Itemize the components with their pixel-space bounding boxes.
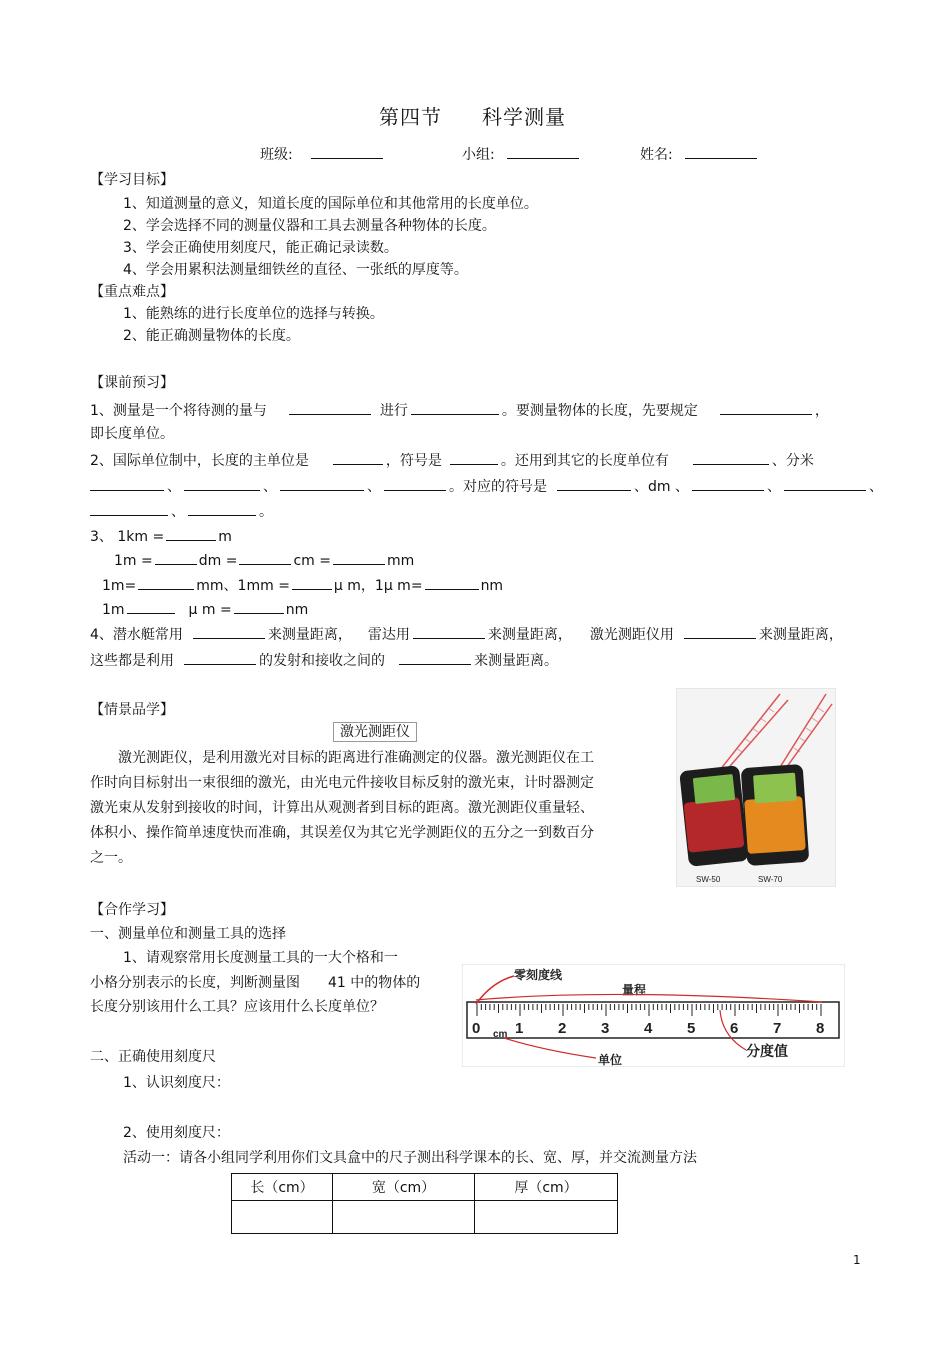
q4-f: 来测量距离，	[758, 627, 843, 643]
preview-q3-line3	[102, 577, 503, 595]
q4-e: 激光测距仪用	[589, 627, 674, 643]
q3-blank-m-um[interactable]	[127, 601, 175, 614]
ruler-number: 4	[644, 1020, 653, 1037]
q2-blank-12[interactable]	[188, 503, 256, 516]
keypoints-heading: 【重点难点】	[90, 284, 174, 300]
preview-q3-line1	[90, 528, 232, 546]
coop-sec1-p2-b: 41 中的物体的	[328, 975, 421, 991]
coop-sec1-p1: 1、请观察常用长度测量工具的一大个格和一	[123, 950, 398, 966]
q2-text-e: 。对应的符号是	[449, 479, 547, 495]
q3-l3-a: 1m=	[102, 578, 137, 594]
q1-text-b: 进行	[379, 403, 408, 419]
q1-blank-2[interactable]	[411, 402, 499, 415]
q4-blank-2[interactable]	[413, 626, 485, 639]
scenario-paragraph-text: 激光测距仪，是利用激光对目标的距离进行准确测定的仪器。激光测距仪在工作时向目标射出一束很细的激光，由光电元件接收目标反射的激光束，计时器测定激光束从发射到接收的时间，计算出从观测者到目标的距离。激光测距仪重量轻、体积小、操作简单速度快而准确，其误差仅为其它光学测距仪的五分之一到数百分之一。	[90, 750, 594, 866]
q3-blank-mm-um[interactable]	[292, 577, 332, 590]
q3-l3-c: μ m，1μ m=	[333, 578, 423, 594]
q2-sep: 、	[167, 479, 181, 495]
q2-blank-4[interactable]	[90, 478, 164, 491]
coop-sec2-item1: 1、认识刻度尺：	[123, 1075, 230, 1091]
q3-label: 3、 1km =	[90, 529, 165, 545]
q3-l2-b: dm =	[198, 553, 238, 569]
ruler-zero-label: 零刻度线	[514, 968, 563, 982]
q2-sep: 、	[171, 504, 185, 520]
q3-blank-km[interactable]	[166, 528, 216, 541]
coop-sec1-p2-a: 小格分别表示的长度，判断测量图	[90, 975, 300, 991]
table-header-thickness: 厚（cm）	[475, 1174, 618, 1201]
q3-l3-d: nm	[480, 578, 504, 594]
table-header-width: 宽（cm）	[333, 1174, 475, 1201]
q2-blank-9[interactable]	[692, 478, 764, 491]
q2-sep: 、	[263, 479, 277, 495]
q2-blank-1[interactable]	[333, 452, 383, 465]
q2-blank-2[interactable]	[450, 452, 498, 465]
q2-text-a: 2、国际单位制中，长度的主单位是	[90, 453, 309, 469]
q4-i: 来测量距离。	[474, 653, 558, 669]
keypoint-item: 2、能正确测量物体的长度。	[123, 328, 300, 344]
preview-q2-line3	[90, 503, 273, 521]
ruler-unit-label: 单位	[598, 1053, 623, 1067]
q2-text-d: 、分米	[771, 453, 814, 469]
group-label: 小组:	[462, 147, 495, 163]
class-blank[interactable]	[311, 146, 383, 159]
q2-blank-3[interactable]	[693, 452, 769, 465]
q3-l2-d: mm	[386, 553, 415, 569]
page-title	[379, 105, 566, 129]
q3-l2-c: cm =	[293, 553, 331, 569]
table-cell-thickness[interactable]	[475, 1201, 618, 1234]
q4-b: 来测量距离，	[267, 627, 352, 643]
preview-q4-line1	[90, 626, 843, 644]
table-row	[232, 1201, 618, 1234]
preview-q2-line2	[90, 478, 883, 496]
title-part1: 第四节	[379, 105, 442, 129]
table-header-length: 长（cm）	[232, 1174, 333, 1201]
ruler-division-label: 分度值	[746, 1044, 788, 1060]
q3-l4-a: 1m	[102, 602, 125, 618]
goal-item: 1、知道测量的意义，知道长度的国际单位和其他常用的长度单位。	[123, 196, 538, 212]
name-label: 姓名:	[640, 147, 673, 163]
coop-sec1-p3: 长度分别该用什么工具？应该用什么长度单位？	[90, 999, 384, 1015]
coop-heading: 【合作学习】	[90, 902, 174, 918]
q1-text-a: 1、测量是一个将待测的量与	[90, 403, 267, 419]
q4-a: 4、潜水艇常用	[90, 627, 183, 643]
scenario-heading: 【情景品学】	[90, 702, 174, 718]
preview-q2-line1	[90, 452, 814, 470]
coop-activity: 活动一：请各小组同学利用你们文具盒中的尺子测出科学课本的长、宽、厚，并交流测量方法	[123, 1150, 697, 1166]
q3-blank-um-nm2[interactable]	[234, 601, 284, 614]
ruler-number: 3	[601, 1020, 610, 1037]
q4-d: 来测量距离，	[487, 627, 572, 643]
q3-blank-m-mm[interactable]	[138, 577, 194, 590]
q2-sep: 、	[766, 479, 781, 495]
name-blank[interactable]	[685, 146, 757, 159]
q3-l4-c: nm	[285, 602, 309, 618]
group-field	[462, 146, 582, 164]
q2-end: 。	[259, 504, 273, 520]
q2-text-f: 、dm 、	[634, 479, 689, 495]
coop-sec2-item2: 2、使用刻度尺：	[123, 1125, 230, 1141]
q2-blank-11[interactable]	[90, 503, 168, 516]
table-header-row	[232, 1174, 618, 1201]
ruler-range-label: 量程	[622, 983, 647, 997]
q1-blank-1[interactable]	[289, 402, 371, 415]
q3-unit-m: m	[218, 529, 232, 545]
preview-heading: 【课前预习】	[90, 375, 174, 391]
q2-blank-6[interactable]	[280, 478, 364, 491]
q1-blank-3[interactable]	[720, 402, 812, 415]
q3-blank-mm[interactable]	[333, 552, 385, 565]
q2-text-b: ，符号是	[385, 453, 442, 469]
laser-rangefinder-illustration	[676, 688, 836, 887]
preview-q1-line2: 即长度单位。	[90, 426, 174, 442]
goal-item: 4、学会用累积法测量细铁丝的直径、一张纸的厚度等。	[123, 262, 468, 278]
ruler-number: 1	[515, 1020, 524, 1037]
measurement-table	[231, 1173, 618, 1234]
q4-h: 的发射和接收之间的	[259, 653, 385, 669]
ruler-diagram	[462, 964, 845, 1067]
q1-text-d: ，	[814, 403, 829, 419]
class-field	[260, 146, 386, 164]
scenario-box-title	[333, 724, 417, 741]
preview-q4-line2	[90, 652, 558, 670]
ruler-number: 2	[558, 1020, 567, 1037]
ruler-figure	[462, 964, 845, 1067]
coop-sec2-title: 二、正确使用刻度尺	[90, 1049, 216, 1065]
goal-item: 3、学会正确使用刻度尺，能正确记录读数。	[123, 240, 398, 256]
goal-item: 2、学会选择不同的测量仪器和工具去测量各种物体的长度。	[123, 218, 496, 234]
ruler-number: 5	[687, 1020, 696, 1037]
q3-blank-cm[interactable]	[239, 552, 291, 565]
ruler-number: 8	[816, 1020, 825, 1037]
coop-sec1-title: 一、测量单位和测量工具的选择	[90, 926, 286, 942]
q2-sep: 、	[367, 479, 381, 495]
q1-text-c: 。要测量物体的长度，先要规定	[501, 403, 698, 419]
q2-blank-10[interactable]	[784, 478, 866, 491]
q3-l3-b: mm、1mm =	[196, 578, 290, 594]
name-field	[640, 146, 760, 164]
q4-c: 雷达用	[367, 627, 410, 643]
ruler-number: 6	[730, 1020, 739, 1037]
q4-blank-4[interactable]	[184, 652, 256, 665]
q2-blank-7[interactable]	[384, 478, 446, 491]
q2-text-c: 。还用到其它的长度单位有	[500, 453, 669, 469]
ruler-unit-text: cm	[493, 1029, 508, 1040]
ruler-number: 0	[472, 1020, 481, 1037]
preview-q3-line4	[102, 601, 308, 619]
q3-blank-um-nm[interactable]	[425, 577, 479, 590]
preview-q3-line2	[114, 552, 414, 570]
title-part2: 科学测量	[482, 105, 566, 129]
q3-blank-dm[interactable]	[155, 552, 197, 565]
q4-blank-3[interactable]	[684, 626, 756, 639]
table-cell-width[interactable]	[333, 1201, 475, 1234]
q2-blank-5[interactable]	[184, 478, 260, 491]
device-left-label: SW-50	[696, 875, 721, 884]
q4-blank-5[interactable]	[399, 652, 471, 665]
keypoint-item: 1、能熟练的进行长度单位的选择与转换。	[123, 306, 384, 322]
device-right-label: SW-70	[758, 875, 783, 884]
class-label: 班级:	[260, 147, 293, 163]
goals-heading: 【学习目标】	[90, 172, 174, 188]
ruler-number: 7	[773, 1020, 782, 1037]
q4-g: 这些都是利用	[90, 653, 174, 669]
group-blank[interactable]	[507, 146, 579, 159]
preview-q1-line1	[90, 402, 829, 420]
page-number: 1	[853, 1253, 861, 1267]
scenario-paragraph	[90, 746, 605, 871]
q2-blank-8[interactable]	[557, 478, 631, 491]
q3-l2-a: 1m =	[114, 553, 153, 569]
coop-sec1-p2	[90, 975, 420, 992]
q2-sep: 、	[868, 479, 883, 495]
q4-blank-1[interactable]	[193, 626, 265, 639]
laser-rangefinder-image	[676, 688, 836, 887]
table-cell-length[interactable]	[232, 1201, 333, 1234]
q3-l4-b: μ m =	[188, 602, 232, 618]
scenario-box-label: 激光测距仪	[333, 722, 417, 742]
